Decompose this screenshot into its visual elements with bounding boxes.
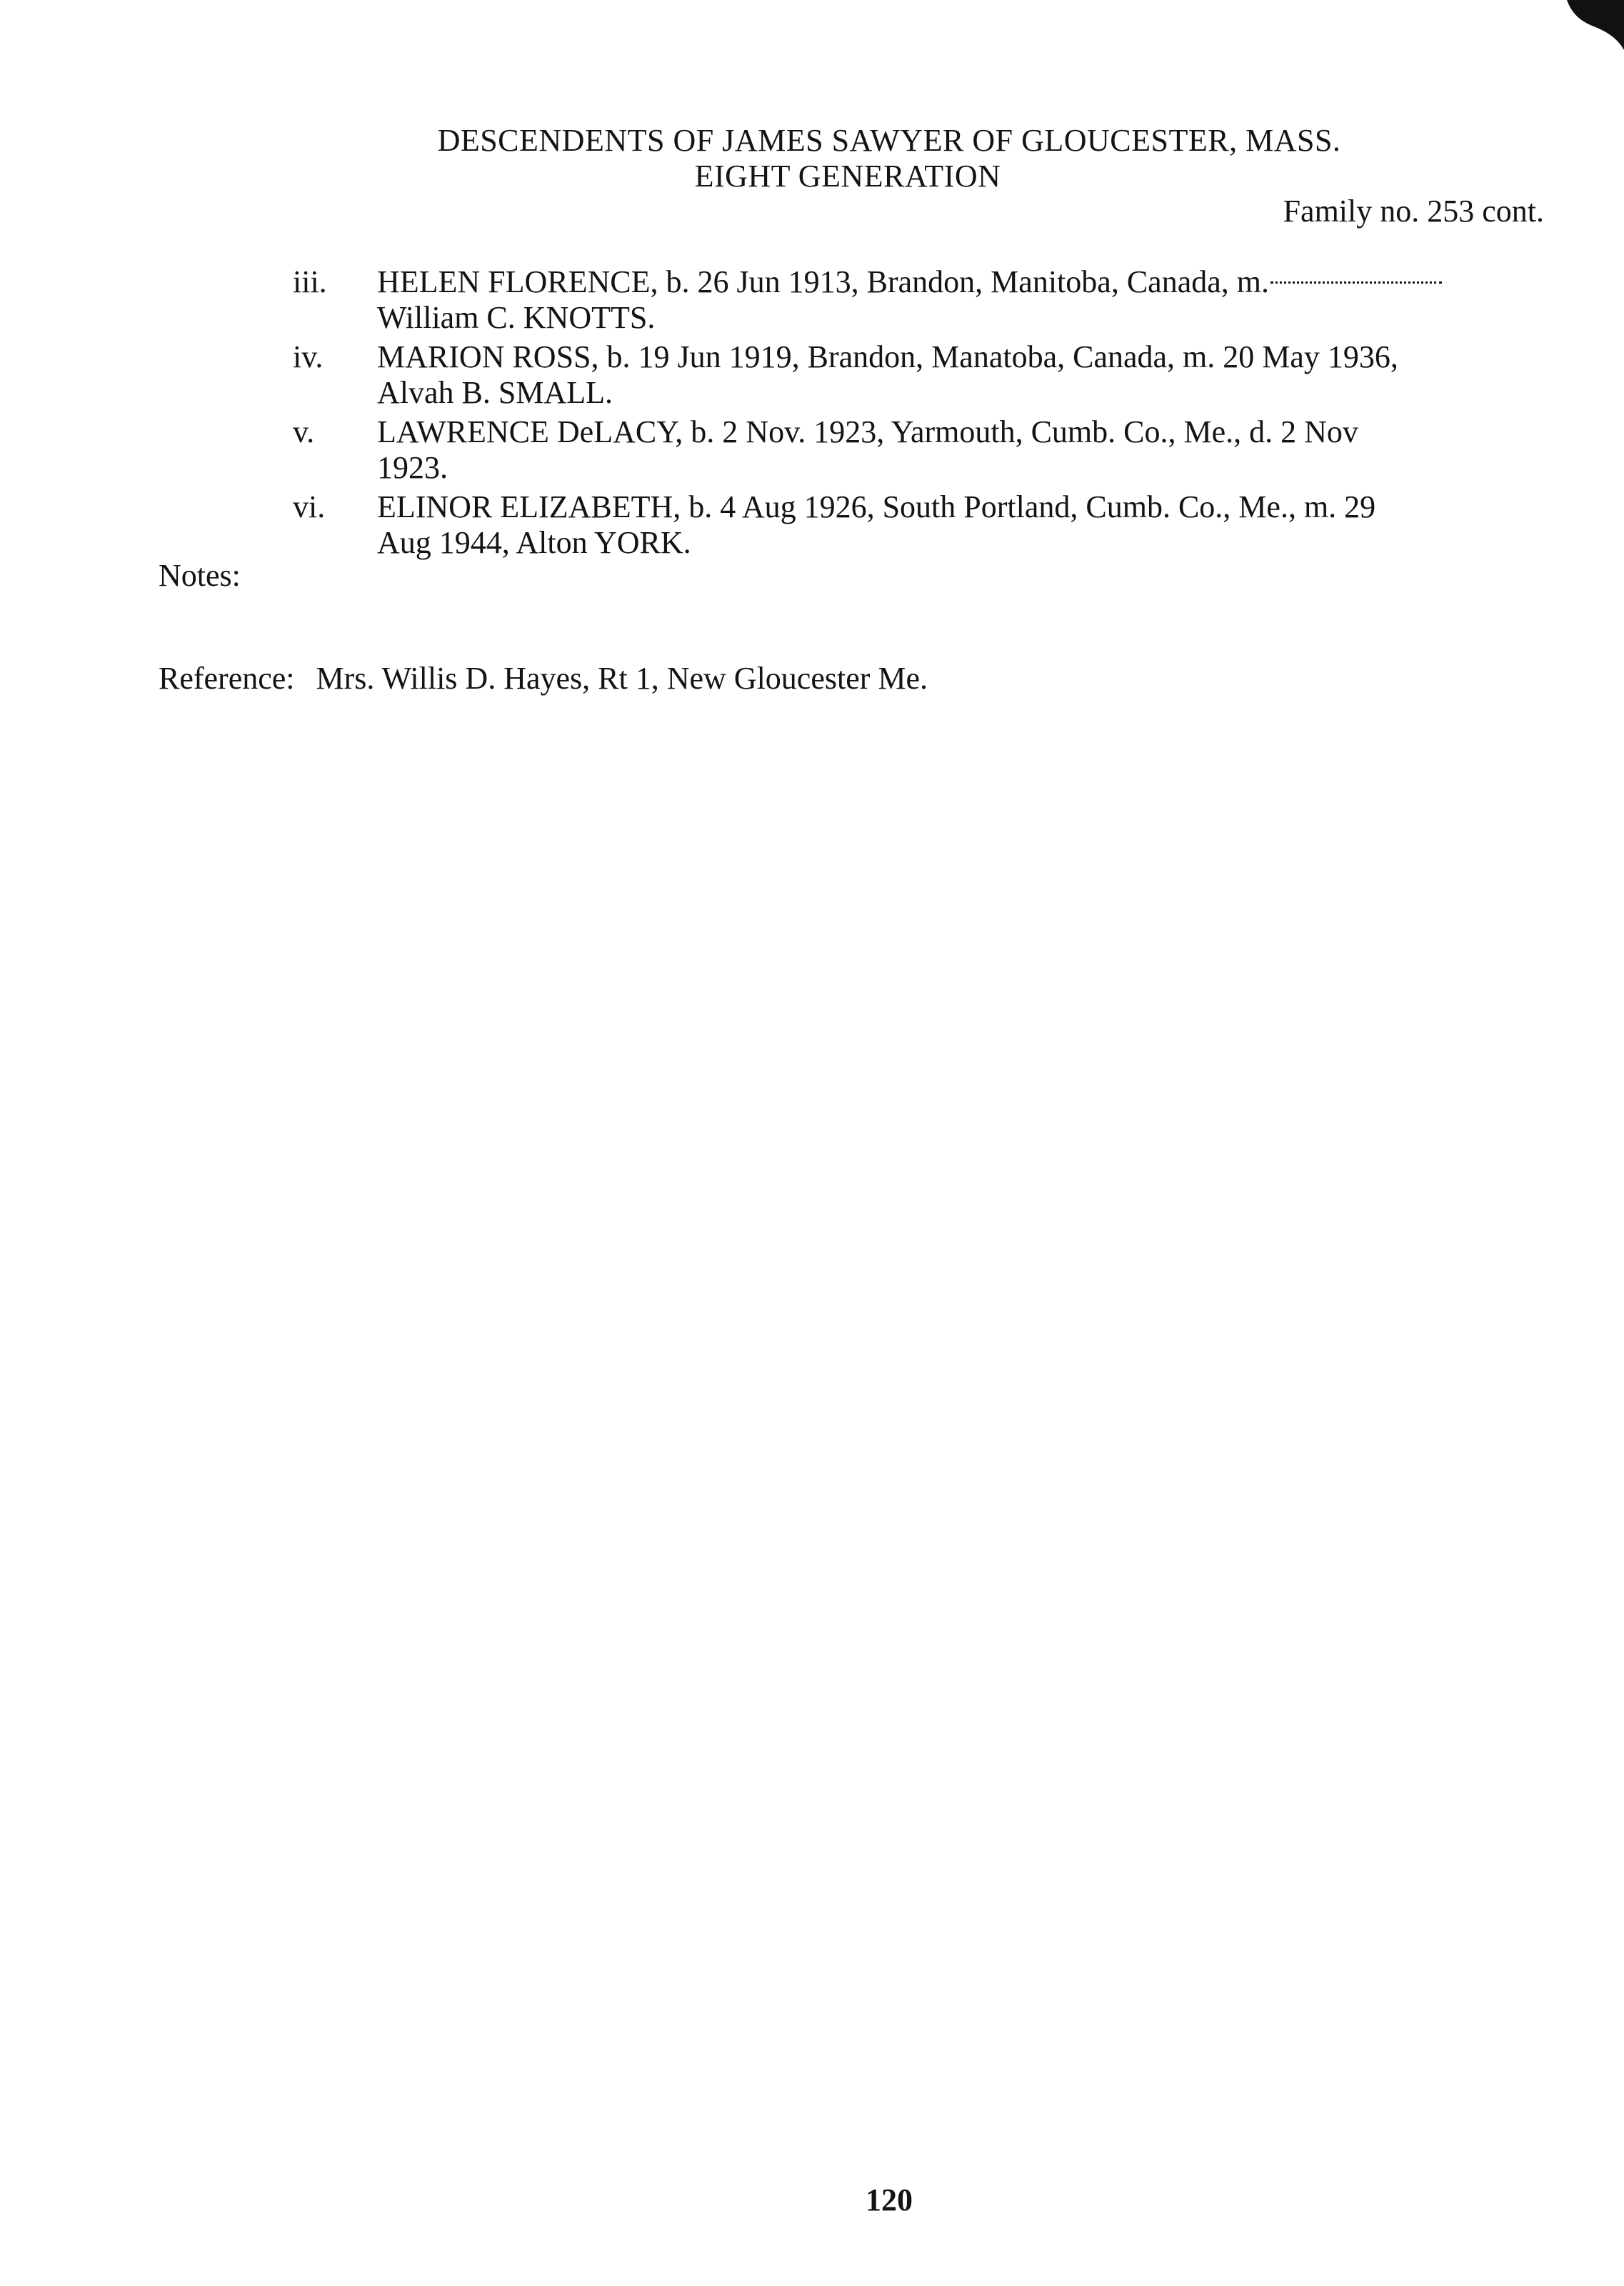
child-details	[377, 264, 1555, 336]
notes-label: Notes:	[159, 558, 241, 593]
child-details	[377, 489, 1555, 561]
child-line	[377, 264, 1555, 300]
child-numeral: iv.	[293, 339, 324, 374]
child-line: Alvah B. SMALL.	[377, 375, 613, 410]
child-entry	[0, 414, 1624, 486]
child-numeral: iii.	[293, 264, 327, 299]
child-line: Aug 1944, Alton YORK.	[377, 525, 691, 560]
child-details	[377, 339, 1555, 411]
page-number: 120	[866, 2182, 913, 2217]
child-line-text: HELEN FLORENCE, b. 26 Jun 1913, Brandon, Manitoba, Canada, m.	[377, 264, 1269, 299]
family-number: Family no. 253 cont.	[1283, 194, 1544, 229]
child-line: ELINOR ELIZABETH, b. 4 Aug 1926, South Portland, Cumb. Co., Me., m. 29	[377, 489, 1376, 524]
child-numeral: vi.	[293, 489, 326, 524]
child-details	[377, 414, 1555, 486]
reference-line	[159, 661, 928, 697]
child-line: MARION ROSS, b. 19 Jun 1919, Brandon, Manatoba, Canada, m. 20 May 1936,	[377, 339, 1398, 374]
child-entry	[0, 339, 1624, 411]
child-line: 1923.	[377, 450, 448, 485]
child-entry	[0, 264, 1624, 336]
child-line: LAWRENCE DeLACY, b. 2 Nov. 1923, Yarmouth, Cumb. Co., Me., d. 2 Nov	[377, 414, 1358, 449]
blank-dotted-leader	[1270, 281, 1442, 284]
child-entry	[0, 489, 1624, 561]
reference-value: Mrs. Willis D. Hayes, Rt 1, New Gloucester Me.	[316, 661, 928, 696]
page-title: DESCENDENTS OF JAMES SAWYER OF GLOUCESTER, MASS.	[437, 123, 1341, 158]
children-list	[0, 264, 1624, 564]
corner-tab-mark	[1538, 0, 1624, 57]
child-line: William C. KNOTTS.	[377, 300, 656, 335]
generation-subtitle: EIGHT GENERATION	[694, 159, 1001, 194]
child-numeral: v.	[293, 414, 315, 449]
reference-label: Reference:	[159, 661, 295, 696]
